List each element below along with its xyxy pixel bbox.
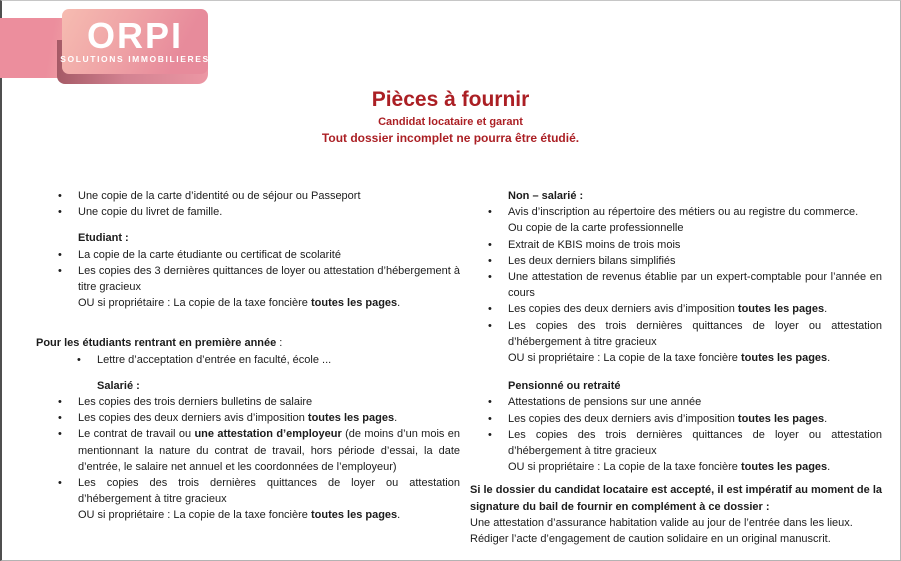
item-text — [78, 477, 460, 505]
bullet-marker-icon: • — [58, 396, 62, 409]
text-segment: OU si propriétaire : La copie de la taxe foncière — [508, 352, 741, 365]
bullet-marker-icon: • — [58, 264, 62, 277]
spacer — [36, 368, 460, 378]
continuation-line — [78, 507, 460, 523]
item-text — [508, 320, 882, 348]
bullet-item — [36, 263, 460, 312]
bullet-item — [36, 410, 460, 426]
text-segment: OU si propriétaire : La copie de la taxe foncière — [508, 461, 741, 474]
text-segment: Les copies des deux derniers avis d’imposition — [508, 412, 738, 425]
item-text — [78, 396, 312, 408]
text-segment: toutes les pages — [310, 297, 398, 310]
text-segment: Etudiant : — [78, 232, 129, 245]
item-text — [78, 412, 397, 424]
bullet-marker-icon: • — [488, 319, 492, 332]
text-segment: Le contrat de travail ou — [78, 428, 195, 441]
continuation-line — [508, 459, 882, 475]
text-segment: Une copie de la carte d’identité ou de séjour ou Passeport — [78, 190, 361, 202]
bullet-marker-icon: • — [488, 428, 492, 441]
text-segment: Ou copie de la carte professionnelle — [508, 222, 684, 235]
left-column — [36, 188, 460, 524]
subtitle-warning: Tout dossier incomplet ne pourra être étudié. — [321, 131, 580, 145]
item-text — [78, 206, 222, 218]
text-segment: La copie de la carte étudiante ou certificat de scolarité — [78, 248, 341, 261]
bullet-item — [36, 247, 460, 263]
text-segment: (de moins d’un mois en mentionnant la nature du contrat de travail, hors période d’essai, la date d’entrée, le salaire net annuel et les coordonnées de l’employeur) — [78, 428, 460, 473]
section-heading — [36, 378, 460, 394]
item-text — [508, 413, 827, 425]
text-segment: Les copies des trois derniers bulletins de salaire — [78, 396, 313, 409]
paragraph — [470, 482, 882, 514]
text-segment: Les deux derniers bilans simplifiés — [508, 254, 676, 267]
bullet-marker-icon: • — [58, 477, 62, 490]
section-heading — [470, 188, 882, 204]
bullet-item — [470, 394, 882, 410]
bullet-item — [470, 427, 882, 476]
item-text — [508, 206, 858, 218]
bullet-item — [470, 204, 882, 236]
text-segment: Lettre d’acceptation d’entrée en faculté, école ... — [97, 353, 332, 366]
text-segment: Une attestation d’assurance habitation valide au jour de l’entrée dans les lieux. — [470, 516, 853, 529]
text-segment: Extrait de KBIS moins de trois mois — [508, 238, 681, 251]
text-segment: Une copie du livret de famille. — [78, 206, 223, 219]
bullet-marker-icon: • — [488, 303, 492, 316]
bullet-marker-icon: • — [488, 206, 492, 219]
continuation-line — [508, 220, 882, 236]
text-segment: Pensionné ou retraité — [508, 380, 621, 393]
right-column — [470, 188, 882, 547]
bullet-item — [36, 475, 460, 524]
bullet-item — [36, 352, 460, 368]
bullet-item — [470, 411, 882, 427]
logo-brand-text: ORPI — [86, 14, 183, 56]
bullet-marker-icon: • — [488, 238, 492, 251]
bullet-item — [470, 253, 882, 269]
text-segment: toutes les pages — [737, 412, 825, 425]
text-segment: . — [827, 461, 831, 474]
bullet-marker-icon: • — [488, 396, 492, 409]
bullet-marker-icon: • — [58, 412, 62, 425]
bullet-item — [470, 237, 882, 253]
text-segment: toutes les pages — [310, 509, 398, 522]
section-heading — [36, 230, 460, 246]
spacer — [470, 366, 882, 378]
text-segment: toutes les pages — [740, 461, 828, 474]
item-text — [508, 429, 882, 457]
text-segment: Une attestation de revenus établie par un expert-comptable pour l’année en cours — [508, 271, 882, 300]
text-segment: Les copies des deux derniers avis d’imposition — [508, 303, 738, 316]
subtitle-audience: Candidat locataire et garant — [378, 116, 523, 128]
bullet-item — [470, 318, 882, 367]
item-text — [508, 239, 680, 251]
item-text — [78, 190, 361, 202]
item-text — [78, 265, 460, 293]
logo-tagline-text: SOLUTIONS IMMOBILIERES — [60, 53, 210, 64]
text-segment: Les copies des trois dernières quittances de loyer ou attestation d’hébergement à titre gracieux — [508, 428, 882, 458]
spacer — [470, 475, 882, 482]
text-segment: Attestations de pensions sur une année — [508, 396, 702, 409]
text-segment: une attestation d’employeur — [194, 428, 342, 441]
bullet-marker-icon: • — [58, 248, 62, 261]
text-segment: Pour les étudiants rentrant en première année — [36, 337, 277, 350]
document-header — [0, 88, 901, 145]
bullet-marker-icon: • — [58, 190, 62, 202]
section-heading — [36, 335, 460, 351]
text-segment: Les copies des 3 dernières quittances de loyer ou attestation d’hébergement à titre gracieux — [78, 264, 460, 294]
bullet-marker-icon: • — [488, 412, 492, 425]
continuation-line — [508, 350, 882, 366]
orpi-logo — [0, 0, 240, 95]
item-text — [508, 396, 701, 408]
bullet-marker-icon: • — [58, 206, 62, 219]
bullet-marker-icon: • — [488, 271, 492, 284]
section-heading — [470, 378, 882, 394]
item-text — [78, 428, 460, 472]
continuation-line — [78, 295, 460, 311]
spacer — [36, 311, 460, 335]
bullet-item — [470, 269, 882, 301]
bullet-item — [470, 301, 882, 317]
item-text — [508, 303, 827, 315]
item-text — [78, 249, 341, 261]
item-text — [508, 271, 882, 299]
spacer — [36, 220, 460, 230]
bullet-marker-icon: • — [58, 428, 62, 441]
text-segment: . — [397, 297, 401, 310]
text-segment: Non – salarié : — [508, 190, 584, 202]
logo-block — [62, 9, 208, 74]
text-segment: Les copies des trois dernières quittances de loyer ou attestation d’hébergement à titre gracieux — [78, 477, 460, 506]
text-segment: Si le dossier du candidat locataire est accepté, il est impératif au moment de la signature du bail de fournir en complément à ce dossier : — [470, 484, 882, 513]
text-segment: . — [397, 509, 401, 522]
text-segment: toutes les pages — [737, 303, 825, 316]
page-title: Pièces à fournir — [371, 88, 530, 111]
bullet-item — [36, 426, 460, 475]
bullet-marker-icon: • — [77, 353, 81, 366]
text-segment: toutes les pages — [740, 352, 828, 365]
text-segment: . — [824, 412, 828, 425]
text-segment: OU si propriétaire : La copie de la taxe foncière — [78, 297, 311, 310]
bullet-item — [36, 204, 460, 220]
text-segment: Avis d’inscription au répertoire des métiers ou au registre du commerce. — [508, 206, 859, 219]
bullet-item — [36, 394, 460, 410]
text-segment: . — [394, 412, 398, 425]
bullet-marker-icon: • — [488, 254, 492, 267]
text-segment: : — [276, 337, 283, 350]
text-segment: Salarié : — [97, 379, 140, 392]
text-segment: Les copies des deux derniers avis d’imposition — [78, 412, 308, 425]
text-segment: Rédiger l’acte d’engagement de caution solidaire en un original manuscrit. — [470, 533, 831, 546]
paragraph — [470, 515, 882, 531]
item-text — [97, 354, 331, 366]
item-text — [508, 255, 676, 267]
text-segment: . — [827, 352, 831, 365]
text-segment: Les copies des trois dernières quittances de loyer ou attestation d’hébergement à titre gracieux — [508, 319, 882, 348]
bullet-item — [36, 188, 460, 204]
text-segment: OU si propriétaire : La copie de la taxe foncière — [78, 509, 311, 522]
paragraph — [470, 531, 882, 547]
text-segment: toutes les pages — [307, 412, 395, 425]
text-segment: . — [824, 303, 828, 316]
